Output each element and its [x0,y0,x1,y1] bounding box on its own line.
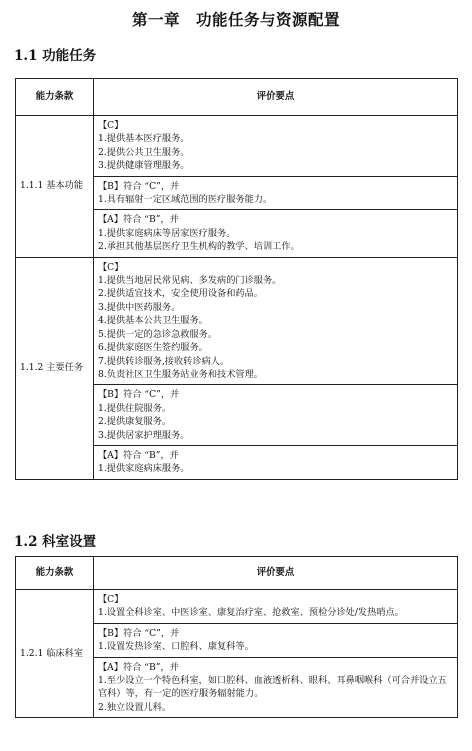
evaluation-points [94,257,458,479]
requirement-line: 1.提供家庭病床等居家医疗服务。 [98,227,236,239]
table-row [16,116,458,258]
grade-block-b [94,176,457,210]
requirement-line: 4.提供基本公共卫生服务。 [98,315,208,327]
requirement-line: 1.提供当地居民常见病、多发病的门诊服务。 [98,275,282,287]
grade-label: 【C】 [98,594,124,605]
table-header-row [16,557,458,590]
column-header-capability: 能力条款 [16,79,94,116]
grade-label: 【B】符合 “C”，并 [98,627,180,639]
requirement-line: 8.负责社区卫生服务站业务和技术管理。 [98,368,263,380]
requirement-line: 1.至少设立一个特色科室，如口腔科、血液透析科、眼科、耳鼻咽喉科（可合并设立五官科）等，有一定的医疗服务辐射能力。 [98,675,447,700]
table-row [16,590,458,718]
grade-label: 【C】 [98,120,124,131]
grade-label: 【B】符合 “C”，并 [98,180,180,192]
evaluation-table [15,556,458,718]
chapter-title: 第一章 功能任务与资源配置 [131,10,340,29]
table-row [16,257,458,479]
requirement-line: 2.提供康复服务。 [98,416,172,428]
grade-block-a [94,657,457,718]
grade-label: 【A】符合 “B”，并 [98,214,179,226]
evaluation-table [15,78,458,480]
capability-item: 1.1.2 主要任务 [16,257,94,479]
requirement-line: 2.提供适宜技术，安全使用设备和药品。 [98,288,263,300]
section-heading: 1.2 科室设置 [14,534,97,550]
requirement-line: 1.设置发热诊室、口腔科、康复科等。 [98,641,254,653]
column-header-evaluation: 评价要点 [94,557,458,590]
grade-label: 【B】符合 “C”，并 [98,389,180,401]
requirement-line: 2.提供公共卫生服务。 [98,146,190,158]
requirement-line: 3.提供居家护理服务。 [98,429,190,441]
requirement-line: 1.提供家庭病床服务。 [98,463,190,475]
grade-label: 【A】符合 “B”，并 [98,661,179,673]
requirement-line: 7.提供转诊服务,接收转诊病人。 [98,355,230,367]
grade-block-c [94,116,457,176]
column-header-evaluation: 评价要点 [94,79,458,116]
table-header-row [16,79,458,116]
grade-block-b [94,384,457,445]
requirement-line: 1.提供基本医疗服务。 [98,133,190,145]
requirement-line: 6.提供家庭医生签约服务。 [98,342,208,354]
requirement-line: 1.设置全科诊室、中医诊室、康复治疗室、抢救室、预检分诊处/发热哨点。 [98,607,404,619]
evaluation-points [94,590,458,718]
requirement-line: 2.承担其他基层医疗卫生机构的教学、培训工作。 [98,241,300,253]
evaluation-points [94,116,458,258]
capability-item: 1.1.1 基本功能 [16,116,94,258]
requirement-line: 1.提供住院服务。 [98,402,172,414]
capability-item: 1.2.1 临床科室 [16,590,94,718]
grade-label: 【C】 [98,261,124,273]
requirement-line: 5.提供一定的急诊急救服务。 [98,328,218,340]
grade-block-a [94,209,457,256]
grade-label: 【A】符合 “B”，并 [98,449,179,461]
requirement-line: 2.独立设置儿科。 [98,701,172,713]
column-header-capability: 能力条款 [16,557,94,590]
requirement-line: 3.提供健康管理服务。 [98,160,190,172]
grade-block-a [94,445,457,479]
requirement-line: 1.具有辐射一定区域范围的医疗服务能力。 [98,194,273,206]
grade-block-b [94,623,457,657]
requirement-line: 3.提供中医药服务。 [98,301,181,313]
grade-block-c [94,590,457,623]
section-heading: 1.1 功能任务 [14,48,97,64]
grade-block-c [94,258,457,385]
